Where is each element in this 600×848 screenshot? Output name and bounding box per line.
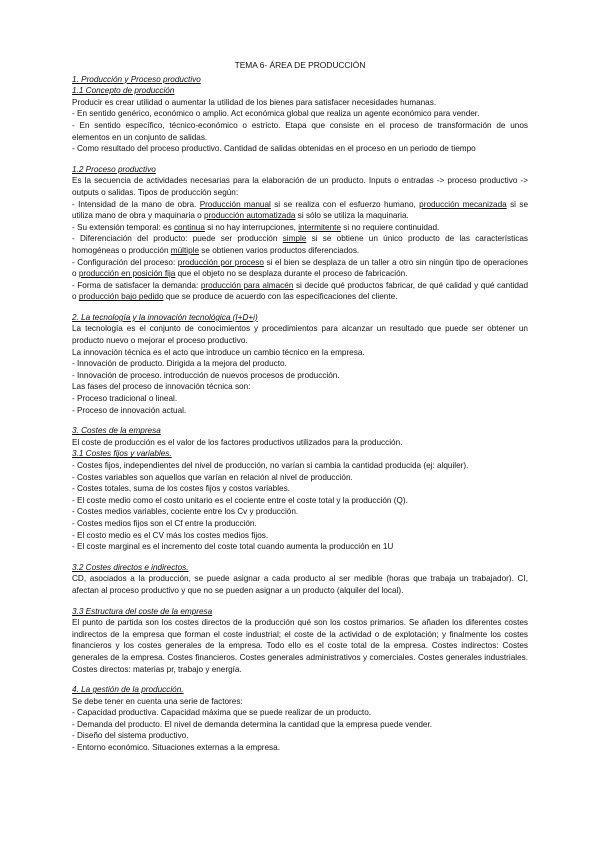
- innovation-phases-intro: Las fases del proceso de innovación técnica son:: [72, 382, 251, 392]
- list-item: - El costo medio es el CV más los costes medios fijos.: [72, 530, 269, 540]
- section-4-heading: 4. La gestión de la producción.: [72, 685, 184, 695]
- section-1-1-heading: 1.1 Concepto de producción: [72, 86, 175, 96]
- cost-definition: El coste de producción es el valor de los factores productivos utilizados para la producción.: [72, 437, 403, 447]
- innovation-definition: La innovación técnica es el acto que introduce un cambio técnico en la empresa.: [72, 347, 365, 357]
- type-temporal-extension: - Su extensión temporal: es continua si no hay interrupciones, intermitente si no requiere continuidad.: [72, 222, 440, 232]
- list-item: - Costes variables son aquellos que varían en relación al nivel de producción.: [72, 472, 353, 482]
- section-3-2-heading: 3.2 Costes directos e indirectos.: [72, 562, 189, 572]
- list-item: - Costes medios fijos son el Cf entre la producción.: [72, 518, 257, 528]
- bullet-product-demand: - Demanda del producto. El nivel de demanda determina la cantidad que la empresa puede vender.: [72, 719, 433, 729]
- section-2-heading: 2. La tecnología y la innovación tecnológica (I+D+i): [72, 312, 258, 322]
- document-title: TEMA 6- ÁREA DE PRODUCCIÓN: [234, 60, 366, 70]
- list-item: - Costes medios variables, cociente entre los Cv y producción.: [72, 507, 299, 517]
- bullet-generic-sense: - En sentido genérico, económico o amplio. Act económica global que realiza un agente económico para vender.: [72, 109, 480, 119]
- bullet-system-design: - Diseño del sistema productivo.: [72, 731, 189, 741]
- bullet-specific-sense: - En sentido específico, técnico-económico o estricto. Etapa que consiste en el proceso de transformación de unos elementos en un conjunto de salidas.: [72, 120, 528, 142]
- bullet-result-sense: - Como resultado del proceso productivo. Cantidad de salidas obtenidas en el proceso en un periodo de tiempo: [72, 144, 476, 154]
- section-3-3-heading: 3.3 Estructura del coste de la empresa: [72, 606, 213, 616]
- bullet-traditional-process: - Proceso tradicional o lineal.: [72, 394, 178, 404]
- list-item: - Costes fijos, independientes del nivel de producción, no varían si cambia la cantidad producida (ej: alquiler).: [72, 461, 469, 470]
- list-item: - Costes totales, suma de los costes fijos y costos variables.: [72, 484, 290, 494]
- production-definition: Producir es crear utilidad o aumentar la utilidad de los bienes para satisfacer necesidades humanas.: [72, 97, 437, 107]
- bullet-productive-capacity: - Capacidad productiva. Capacidad máxima que se puede realizar de un producto.: [72, 708, 372, 718]
- type-demand-satisfaction: - Forma de satisfacer la demanda: producción para almacén si decide qué productos fabricar, de qué calidad y qué cantidad o producción bajo pedido que se produce de acuerdo con las especificaciones del cliente.: [72, 280, 528, 302]
- bullet-product-innovation: - Innovación de producto. Dirigida a la mejora del producto.: [72, 359, 287, 369]
- cost-structure-text: El punto de partida son los costes directos de la producción qué son los costos primarios. Se añaden los diferentes costes indirectos de la empresa que forman el coste industrial; el coste de la actividad o de explotación; y finalmente los costes financieros y los costes generales de la empresa. Todo ello es el coste total de la empresa. Costes indirectos: Costes generales de la empresa. Costes financieros. Costes generales administrativos y comerciales. Costes generales industriales. Costes directos: materias pr, trabajo y energía.: [72, 618, 528, 674]
- management-intro: Se debe tener en cuenta una serie de factores:: [72, 696, 243, 706]
- type-labor-intensity: - Intensidad de la mano de obra. Producción manual si se realiza con el esfuerzo humano, producción mecanizada si se utiliza mano de obra y maquinaria o producción automatizada si sólo se utiliza la maquinaria.: [72, 199, 528, 221]
- section-3-1-heading: 3.1 Costes fijos y variables.: [72, 449, 172, 459]
- section-1-heading: 1. Producción y Proceso productivo: [72, 74, 201, 84]
- list-item: - El coste medio como el costo unitario es el cociente entre el coste total y la producción (Q).: [72, 495, 408, 505]
- section-1-2-heading: 1.2 Proceso productivo: [72, 164, 156, 174]
- bullet-current-process: - Proceso de innovación actual.: [72, 405, 187, 415]
- list-item: - El coste marginal es el incremento del coste total cuando aumenta la producción en 1U: [72, 542, 394, 552]
- direct-indirect-costs-text: CD, asociados a la producción, se puede asignar a cada producto al ser medible (horas que trabaja un trabajador). CI, afectan al proceso productivo y que no se pueden asignar a un producto (alquiler del local).: [72, 574, 528, 595]
- type-product-differentiation: - Diferenciación del producto: puede ser producción simple si se obtiene un único producto de las características homogéneas o producción múltiple se obtienen varios productos diferenciados.: [72, 234, 528, 255]
- bullet-process-innovation: - Innovación de proceso. introducción de nuevos procesos de producción.: [72, 370, 340, 380]
- type-process-configuration: - Configuración del proceso: producción por proceso si el bien se desplaza de un taller a otro sin ningún tipo de operaciones o producción en posición fija que el objeto no se desplaza durante el proceso de fabricación.: [72, 257, 528, 279]
- process-intro: Es la secuencia de actividades necesarias para la elaboración de un producto. Inputs o entradas -> proceso productivo -> outputs o salidas. Tipos de producción según:: [72, 176, 528, 197]
- bullet-economic-environment: - Entorno económico. Situaciones externas a la empresa.: [72, 743, 280, 753]
- section-3-heading: 3. Costes de la empresa: [72, 426, 161, 436]
- technology-definition: La tecnología es el conjunto de conocimientos y procedimientos para alcanzar un resultado que puede ser obtener un producto nuevo o mejorar el proceso productivo.: [72, 324, 528, 346]
